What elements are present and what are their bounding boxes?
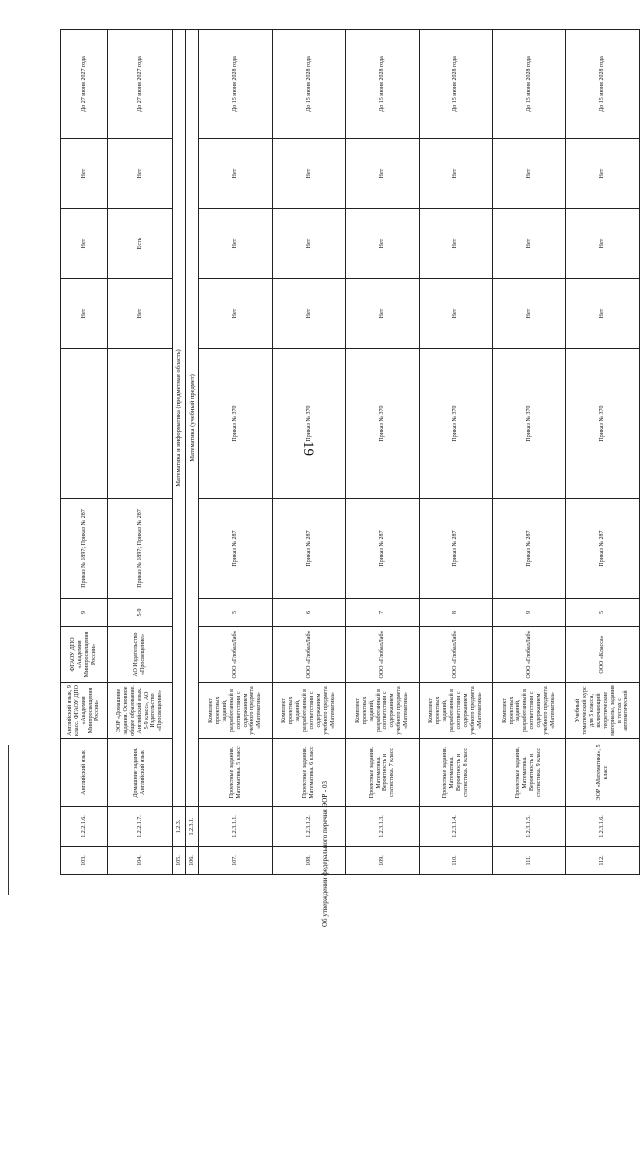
cell-order1: Приказ № 287	[419, 499, 492, 599]
cell-b: Нет	[199, 209, 272, 279]
cell-code: 1.2.3.1.2.	[272, 807, 345, 847]
page-number: 19	[300, 441, 316, 456]
cell-cls: 5-9	[108, 599, 173, 627]
cell-cls: 9	[61, 599, 108, 627]
cell-num: 109.	[346, 847, 419, 875]
cell-desc: Комплект проектных заданий, разработанный в соответствии с содержанием учебного предмета «Математика»	[419, 683, 492, 739]
cell-name: Проектные задания. Математика. Вероятность и статистика. 9 класс	[493, 739, 566, 807]
cell-publisher: ООО «ГлобалЛаб»	[199, 627, 272, 683]
cell-order2	[61, 349, 108, 499]
cell-b: Нет	[61, 209, 108, 279]
section-heading: Математика (учебный предмет)	[186, 30, 199, 807]
cell-order1: Приказ № 287	[199, 499, 272, 599]
cell-order1: Приказ № 287	[272, 499, 345, 599]
cell-code: 1.2.2.1.7.	[108, 807, 173, 847]
cell-c: Нет	[199, 139, 272, 209]
cell-order1: Приказ № 1897; Приказ № 287	[108, 499, 173, 599]
cell-order1: Приказ № 287	[493, 499, 566, 599]
cell-desc: ЭОР «Домашние задания. Основное общее образование. Английский язык. 5-9 класс», АО Издательство «Просвещение»	[108, 683, 173, 739]
cell-a: Нет	[566, 279, 640, 349]
table-row	[186, 30, 199, 875]
cell-a: Нет	[199, 279, 272, 349]
cell-date: До 15 июня 2028 года	[346, 30, 419, 139]
cell-name: ЭОР «Математика», 5 класс	[566, 739, 640, 807]
cell-code: 1.2.3.	[173, 807, 186, 847]
cell-desc: Учебный тематический курс для 5 класса, включающий теоретические материалы, задания в тестах с автоматической	[566, 683, 640, 739]
cell-b: Нет	[566, 209, 640, 279]
table-row	[419, 30, 492, 875]
cell-desc: Комплект проектных заданий, разработанный в соответствии с содержанием учебного предмета «Математика»	[346, 683, 419, 739]
cell-a: Нет	[493, 279, 566, 349]
cell-num: 107.	[199, 847, 272, 875]
cell-date: До 15 июня 2028 года	[493, 30, 566, 139]
cell-name: Проектные задания. Математика. 5 класс	[199, 739, 272, 807]
cell-code: 1.2.2.1.6.	[61, 807, 108, 847]
cell-publisher: ООО «ГлобалЛаб»	[493, 627, 566, 683]
cell-publisher: ФГАОУ ДПО «Академия Минпросвещения России»	[61, 627, 108, 683]
cell-name: Проектные задания. Математика. Вероятность и статистика. 7 класс	[346, 739, 419, 807]
cell-name: Проектные задания. Математика. Вероятность и статистика. 8 класс	[419, 739, 492, 807]
cell-order1: Приказ № 287	[566, 499, 640, 599]
cell-num: 105.	[173, 847, 186, 875]
cell-num: 106.	[186, 847, 199, 875]
cell-name: Домашние задания. Английский язык	[108, 739, 173, 807]
cell-order1: Приказ № 1897; Приказ № 287	[61, 499, 108, 599]
cell-cls: 7	[346, 599, 419, 627]
cell-c: Нет	[108, 139, 173, 209]
eor-table	[60, 29, 640, 875]
cell-a: Нет	[61, 279, 108, 349]
cell-date: До 15 июня 2028 года	[199, 30, 272, 139]
cell-b: Нет	[346, 209, 419, 279]
table-row	[272, 30, 345, 875]
cell-date: До 27 июня 2027 года	[61, 30, 108, 139]
cell-code: 1.2.3.1.	[186, 807, 199, 847]
cell-desc: Английский язык, 9 класс. ФГАОУ ДПО «Академия Минпросвещения России»	[61, 683, 108, 739]
cell-order2: Приказ № 370	[346, 349, 419, 499]
cell-date: До 15 июня 2028 года	[272, 30, 345, 139]
cell-publisher: АО Издательство «Просвещение»	[108, 627, 173, 683]
cell-order1: Приказ № 287	[346, 499, 419, 599]
cell-code: 1.2.3.1.3.	[346, 807, 419, 847]
table-row	[108, 30, 173, 875]
cell-cls: 6	[272, 599, 345, 627]
table-row	[566, 30, 640, 875]
cell-b: Нет	[272, 209, 345, 279]
table-row	[346, 30, 419, 875]
cell-code: 1.2.3.1.5.	[493, 807, 566, 847]
cell-date: До 15 июня 2028 года	[419, 30, 492, 139]
cell-name: Английский язык	[61, 739, 108, 807]
cell-order2: Приказ № 370	[272, 349, 345, 499]
cell-cls: 8	[419, 599, 492, 627]
cell-c: Нет	[566, 139, 640, 209]
cell-b: Нет	[419, 209, 492, 279]
cell-a: Нет	[108, 279, 173, 349]
cell-publisher: ООО «ГлобалЛаб»	[346, 627, 419, 683]
cell-code: 1.2.3.1.4.	[419, 807, 492, 847]
cell-desc: Комплект проектных заданий, разработанный в соответствии с содержанием учебного предмета «Математика»	[272, 683, 345, 739]
cell-order2: Приказ № 370	[566, 349, 640, 499]
cell-order2: Приказ № 370	[493, 349, 566, 499]
table-row	[493, 30, 566, 875]
cell-cls: 5	[566, 599, 640, 627]
cell-date: До 15 июня 2028 года	[566, 30, 640, 139]
table-row	[173, 30, 186, 875]
cell-b: Есть	[108, 209, 173, 279]
cell-order2	[108, 349, 173, 499]
cell-c: Нет	[61, 139, 108, 209]
cell-publisher: ООО «ГлобалЛаб»	[419, 627, 492, 683]
cell-cls: 9	[493, 599, 566, 627]
cell-c: Нет	[419, 139, 492, 209]
cell-a: Нет	[419, 279, 492, 349]
cell-c: Нет	[346, 139, 419, 209]
cell-order2: Приказ № 370	[419, 349, 492, 499]
cell-a: Нет	[272, 279, 345, 349]
cell-desc: Комплект проектных заданий, разработанный в соответствии с содержанием учебного предмета «Математика»	[199, 683, 272, 739]
cell-a: Нет	[346, 279, 419, 349]
section-heading: Математика и информатика (предметная область)	[173, 30, 186, 807]
cell-num: 108.	[272, 847, 345, 875]
cell-date: До 27 июня 2027 года	[108, 30, 173, 139]
cell-num: 104.	[108, 847, 173, 875]
cell-num: 103.	[61, 847, 108, 875]
cell-publisher: ООО «ГлобалЛаб»	[272, 627, 345, 683]
footer-text: Об утверждении федерального перечня ЭОР - 03	[321, 780, 329, 928]
cell-num: 112.	[566, 847, 640, 875]
margin-rule	[8, 745, 9, 895]
table-container	[60, 30, 640, 875]
cell-cls: 5	[199, 599, 272, 627]
cell-c: Нет	[493, 139, 566, 209]
cell-name: Проектные задания. Математика. 6 класс	[272, 739, 345, 807]
cell-code: 1.2.3.1.1.	[199, 807, 272, 847]
cell-b: Нет	[493, 209, 566, 279]
cell-code: 1.2.3.1.6.	[566, 807, 640, 847]
cell-order2: Приказ № 370	[199, 349, 272, 499]
cell-desc: Комплект проектных заданий, разработанный в соответствии с содержанием учебного предмета «Математика»	[493, 683, 566, 739]
cell-publisher: ООО «Класса»	[566, 627, 640, 683]
cell-num: 111.	[493, 847, 566, 875]
cell-c: Нет	[272, 139, 345, 209]
table-row	[199, 30, 272, 875]
cell-num: 110.	[419, 847, 492, 875]
table-row	[61, 30, 108, 875]
